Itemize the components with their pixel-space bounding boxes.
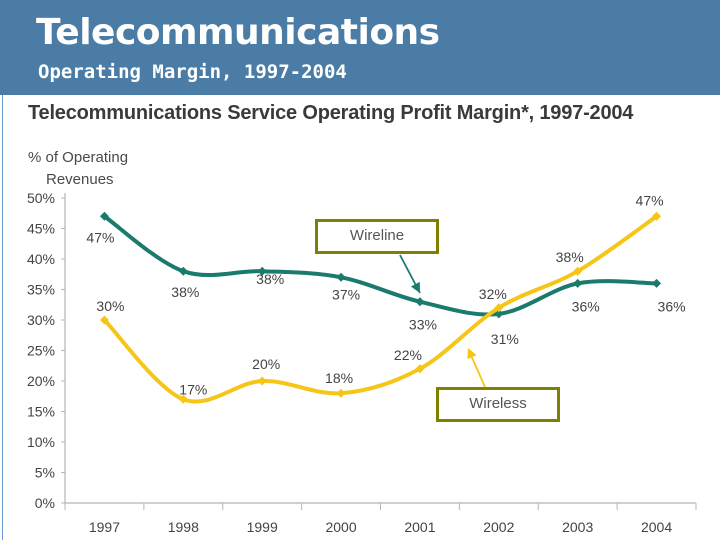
data-label-wireless: 30% [96, 298, 125, 314]
data-label-wireless: 18% [325, 370, 354, 387]
y-tick-label: 40% [26, 251, 55, 267]
x-tick-label: 2003 [562, 519, 594, 535]
y-axis-label-line2: Revenues [46, 171, 114, 188]
wireless-callout-box: Wireless [436, 387, 560, 422]
y-tick-label: 20% [26, 373, 55, 389]
x-tick-label: 2000 [325, 519, 357, 535]
y-tick-label: 10% [26, 434, 55, 450]
data-label-wireline: 36% [657, 298, 686, 315]
data-label-wireline: 31% [490, 330, 519, 347]
data-label-wireless: 17% [179, 381, 208, 398]
x-tick-label: 2001 [404, 519, 436, 535]
x-tick-label: 2002 [483, 519, 515, 535]
x-tick-label: 1998 [167, 519, 199, 535]
y-tick-label: 35% [26, 281, 55, 298]
data-point-wireline [337, 273, 346, 282]
y-tick-label: 50% [26, 190, 55, 206]
data-label-wireline: 38% [171, 284, 200, 301]
y-axis-label-line1: % of Operating [28, 149, 129, 166]
data-label-wireless: 47% [635, 192, 664, 209]
slide-header [0, 0, 720, 95]
wireless-callout-arrow [470, 353, 485, 387]
y-axis-label [28, 147, 128, 191]
chart-area [0, 95, 720, 540]
data-label-wireline: 37% [332, 286, 361, 303]
data-point-wireless [337, 389, 346, 398]
slide-subtitle: Operating Margin, 1997-2004 [38, 61, 347, 83]
y-tick-label: 25% [26, 342, 55, 359]
y-tick-label: 5% [34, 464, 55, 481]
data-label-wireless: 20% [252, 356, 281, 372]
chart-title: Telecommunications Service Operating Profit Margin*, 1997-2004 [28, 102, 634, 124]
data-point-wireline [415, 297, 424, 306]
x-tick-label: 1999 [246, 519, 278, 535]
data-point-wireline [573, 279, 582, 288]
y-tick-label: 15% [26, 403, 55, 420]
data-label-wireless: 38% [555, 249, 584, 266]
data-label-wireless: 32% [478, 285, 507, 302]
x-tick-label: 2004 [640, 519, 673, 535]
data-label-wireless: 22% [393, 346, 422, 363]
y-tick-label: 45% [26, 220, 55, 237]
data-label-wireline: 47% [86, 229, 115, 246]
data-point-wireless [258, 377, 267, 386]
wireline-callout-box: Wireline [315, 219, 439, 254]
data-label-wireline: 36% [571, 298, 600, 315]
y-tick-label: 30% [26, 312, 55, 328]
slide-title: Telecommunications [36, 12, 440, 53]
data-label-wireline: 33% [408, 316, 437, 333]
data-label-wireline: 38% [256, 271, 285, 288]
y-tick-label: 0% [34, 495, 55, 511]
data-point-wireline [652, 279, 661, 288]
x-tick-label: 1997 [88, 519, 121, 535]
